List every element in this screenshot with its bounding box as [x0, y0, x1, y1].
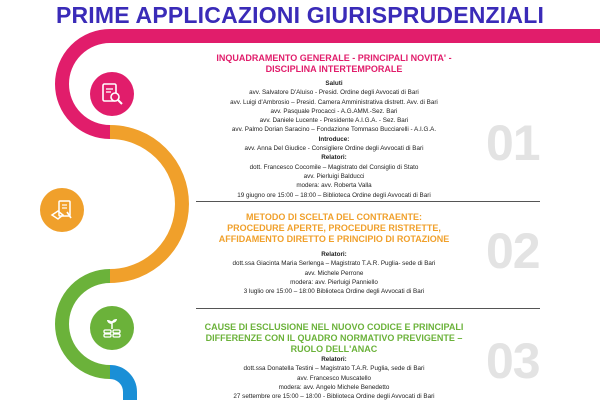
detail-line: dott. Francesco Cocomile – Magistrato del Consiglio di Stato — [249, 163, 419, 171]
section-1-title-line: DISCIPLINA INTERTEMPORALE — [265, 64, 403, 74]
detail-line: Relatori: — [321, 356, 347, 363]
section-3-title — [188, 322, 480, 355]
detail-line: 3 luglio ore 15:00 – 18:00 Biblioteca Ordine degli Avvocati di Bari — [243, 288, 425, 296]
detail-line: dott.ssa Giacinta Maria Serlenga – Magistrato T.A.R. Puglia- sede di Bari — [232, 260, 436, 268]
section-2-title — [188, 212, 480, 245]
detail-line: avv. Luigi d'Ambrosio – Presid. Camera Amministrativa distrett. Avv. di Bari — [230, 98, 438, 106]
handshake-contract-icon — [40, 188, 84, 232]
detail-line: avv. Francesco Muscatello — [296, 374, 372, 382]
detail-line: avv. Anna Del Giudice - Consigliere Ordine degli Avvocati di Bari — [244, 145, 424, 153]
detail-line: Saluti — [325, 80, 343, 87]
section-2-title-line: METODO DI SCELTA DEL CONTRAENTE: — [245, 212, 422, 222]
document-search-icon — [90, 72, 134, 116]
detail-line: 27 settembre ore 15:00 – 18:00 - Biblioteca Ordine degli Avvocati di Bari — [233, 393, 435, 401]
section-divider — [196, 308, 540, 309]
section-3-details — [188, 355, 480, 401]
detail-line: modera: avv. Angelo Michele Benedetto — [278, 383, 390, 391]
section-divider — [196, 201, 540, 202]
detail-line: modera: avv. Roberta Valla — [296, 182, 372, 190]
track-blue — [110, 372, 130, 400]
page-title: PRIME APPLICAZIONI GIURISPRUDENZIALI — [55, 2, 545, 28]
track-orange — [110, 132, 182, 276]
section-3-title-line: DIFFERENZE CON IL QUADRO NORMATIVO PREVIGENTE – — [205, 333, 463, 343]
detail-line: avv. Pierluigi Balducci — [303, 172, 365, 180]
section-2-number: 02 — [486, 223, 540, 279]
section-2-title-line: PROCEDURE APERTE, PROCEDURE RISTRETTE, — [227, 223, 441, 233]
section-2-title-line: AFFIDAMENTO DIRETTO E PRINCIPIO DI ROTAZIONE — [218, 234, 450, 244]
section-3-title-line: CAUSE DI ESCLUSIONE NEL NUOVO CODICE E PRINCIPALI — [204, 322, 464, 332]
detail-line: modera: avv. Pierluigi Panniello — [290, 278, 378, 286]
detail-line: avv. Salvatore D'Aluiso - Presid. Ordine degli Avvocati di Bari — [249, 89, 419, 97]
detail-line: Relatori: — [321, 154, 347, 162]
detail-line: Introduce: — [318, 135, 350, 143]
detail-line: Relatori: — [321, 251, 347, 258]
detail-line: 19 giugno ore 15:00 – 18:00 – Biblioteca Ordine degli Avvocati di Bari — [237, 191, 431, 199]
plant-coins-icon — [90, 306, 134, 350]
section-2-details — [188, 250, 480, 296]
detail-line: avv. Michele Perrone — [304, 269, 364, 277]
section-1-number: 01 — [486, 115, 540, 171]
section-1-details — [188, 79, 480, 200]
section-1-title-line: INQUADRAMENTO GENERALE - PRINCIPALI NOVITA' - — [216, 53, 452, 63]
section-3-number: 03 — [486, 333, 540, 389]
detail-line: avv. Daniele Lucente - Presidente A.I.G.A. - Sez. Bari — [259, 117, 409, 125]
detail-line: dott.ssa Donatella Testini – Magistrato T.A.R. Puglia, sede di Bari — [243, 365, 425, 373]
section-1-title — [188, 53, 480, 75]
detail-line: avv. Palmo Dorian Saracino – Fondazione Tommaso Bucciarelli - A.I.G.A. — [231, 126, 437, 134]
section-3-title-line: RUOLO DELL'ANAC — [290, 344, 378, 354]
detail-line: avv. Pasquale Procacci - A.G.AMM.-Sez. Bari — [270, 107, 398, 115]
